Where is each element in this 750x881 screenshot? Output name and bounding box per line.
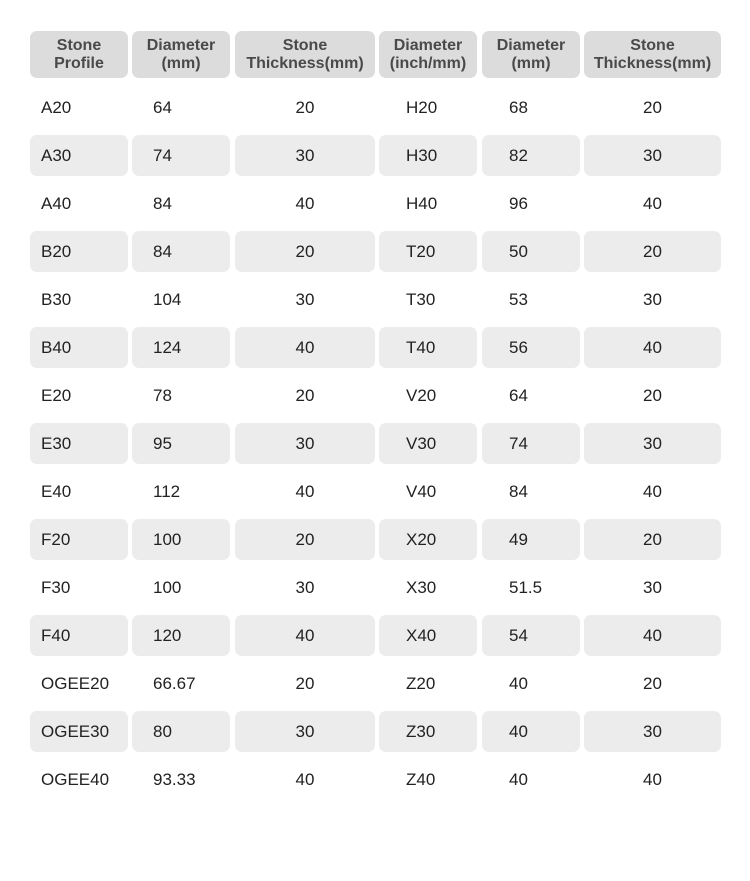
diameter-cell: 74 (132, 135, 230, 176)
thickness-cell-2: 40 (643, 770, 662, 789)
thickness-cell-2: 40 (643, 194, 662, 213)
thickness-cell-2: 40 (584, 327, 721, 368)
diameter-cell-2: 56 (482, 327, 580, 368)
thickness-cell-2: 30 (584, 135, 721, 176)
profile-cell: F20 (30, 519, 128, 560)
header-stone-thickness: Stone Thickness(mm) (235, 31, 375, 78)
profile-cell: E30 (30, 423, 128, 464)
thickness-cell: 30 (295, 290, 315, 309)
thickness-cell-2: 30 (584, 423, 721, 464)
table-row (30, 759, 721, 807)
profile-cell-2: X20 (379, 519, 477, 560)
thickness-cell-2: 20 (643, 386, 662, 405)
profile-cell-2: T20 (379, 231, 477, 272)
profile-cell: F30 (41, 578, 71, 597)
thickness-cell: 40 (295, 194, 315, 213)
thickness-cell: 40 (235, 327, 375, 368)
profile-cell-2: T30 (406, 290, 436, 309)
table-row (30, 471, 721, 519)
table-row (30, 135, 721, 183)
table-row (30, 231, 721, 279)
diameter-cell: 95 (132, 423, 230, 464)
profile-cell: OGEE30 (30, 711, 128, 752)
diameter-cell: 112 (153, 482, 181, 501)
profile-cell-2: H20 (406, 98, 438, 117)
table-row (30, 519, 721, 567)
thickness-cell-2: 20 (584, 231, 721, 272)
thickness-cell: 30 (235, 135, 375, 176)
profile-cell: A30 (30, 135, 128, 176)
diameter-cell-2: 51.5 (509, 578, 543, 597)
thickness-cell: 20 (295, 674, 315, 693)
diameter-cell: 100 (132, 519, 230, 560)
thickness-cell: 40 (235, 615, 375, 656)
diameter-cell-2: 40 (482, 711, 580, 752)
diameter-cell: 78 (153, 386, 172, 405)
thickness-cell-2: 20 (643, 674, 662, 693)
profile-cell: A20 (41, 98, 72, 117)
table-row (30, 183, 721, 231)
diameter-cell-2: 53 (509, 290, 528, 309)
profile-cell-2: Z30 (379, 711, 477, 752)
profile-cell: A40 (41, 194, 72, 213)
profile-cell: E40 (41, 482, 72, 501)
profile-cell: B20 (30, 231, 128, 272)
profile-cell: F40 (30, 615, 128, 656)
diameter-cell-2: 74 (482, 423, 580, 464)
profile-cell-2: Z40 (406, 770, 436, 789)
diameter-cell-2: 50 (482, 231, 580, 272)
diameter-cell: 100 (153, 578, 182, 597)
diameter-cell-2: 40 (509, 770, 528, 789)
thickness-cell: 30 (235, 423, 375, 464)
table-row (30, 663, 721, 711)
diameter-cell: 104 (153, 290, 182, 309)
header-diameter-mm: Diameter (mm) (132, 31, 230, 78)
table-row (30, 87, 721, 135)
profile-cell: B40 (30, 327, 128, 368)
thickness-cell: 20 (235, 519, 375, 560)
profile-cell-2: X30 (406, 578, 437, 597)
profile-cell-2: T40 (379, 327, 477, 368)
table-row (30, 615, 721, 663)
profile-cell-2: X40 (379, 615, 477, 656)
table-row (30, 375, 721, 423)
thickness-cell-2: 20 (643, 98, 662, 117)
thickness-cell-2: 30 (584, 711, 721, 752)
diameter-cell: 120 (132, 615, 230, 656)
table-row (30, 279, 721, 327)
thickness-cell-2: 40 (643, 482, 662, 501)
diameter-cell-2: 54 (482, 615, 580, 656)
profile-cell-2: Z20 (406, 674, 436, 693)
diameter-cell-2: 84 (509, 482, 528, 501)
thickness-cell-2: 20 (584, 519, 721, 560)
table-row (30, 327, 721, 375)
header-stone-thickness-2: Stone Thickness(mm) (584, 31, 721, 78)
table-row (30, 423, 721, 471)
diameter-cell-2: 82 (482, 135, 580, 176)
diameter-cell-2: 40 (509, 674, 528, 693)
profile-cell: OGEE40 (41, 770, 110, 789)
diameter-cell-2: 49 (482, 519, 580, 560)
thickness-cell: 30 (235, 711, 375, 752)
header-stone-profile: Stone Profile (30, 31, 128, 78)
thickness-cell: 40 (295, 482, 315, 501)
stone-profile-table (30, 31, 721, 807)
diameter-cell: 66.67 (153, 674, 196, 693)
thickness-cell-2: 30 (643, 290, 662, 309)
thickness-cell: 20 (295, 98, 315, 117)
thickness-cell: 20 (295, 386, 315, 405)
profile-cell-2: H30 (379, 135, 477, 176)
table-row (30, 711, 721, 759)
diameter-cell: 84 (132, 231, 230, 272)
thickness-cell: 30 (295, 578, 315, 597)
profile-cell-2: H40 (406, 194, 438, 213)
diameter-cell-2: 96 (509, 194, 528, 213)
table-header (30, 31, 721, 79)
diameter-cell: 93.33 (153, 770, 196, 789)
profile-cell-2: V30 (379, 423, 477, 464)
thickness-cell: 20 (235, 231, 375, 272)
diameter-cell: 64 (153, 98, 172, 117)
profile-cell-2: V20 (406, 386, 437, 405)
diameter-cell: 80 (132, 711, 230, 752)
header-diameter-mm-2: Diameter (mm) (482, 31, 580, 78)
diameter-cell: 124 (132, 327, 230, 368)
thickness-cell-2: 30 (643, 578, 662, 597)
table-row (30, 567, 721, 615)
header-diameter-inch-mm: Diameter (inch/mm) (379, 31, 477, 78)
profile-cell: OGEE20 (41, 674, 110, 693)
table-body (30, 87, 721, 807)
diameter-cell-2: 64 (509, 386, 528, 405)
profile-cell: E20 (41, 386, 72, 405)
profile-cell-2: V40 (406, 482, 437, 501)
thickness-cell-2: 40 (584, 615, 721, 656)
diameter-cell: 84 (153, 194, 172, 213)
profile-cell: B30 (41, 290, 72, 309)
thickness-cell: 40 (295, 770, 315, 789)
diameter-cell-2: 68 (509, 98, 528, 117)
